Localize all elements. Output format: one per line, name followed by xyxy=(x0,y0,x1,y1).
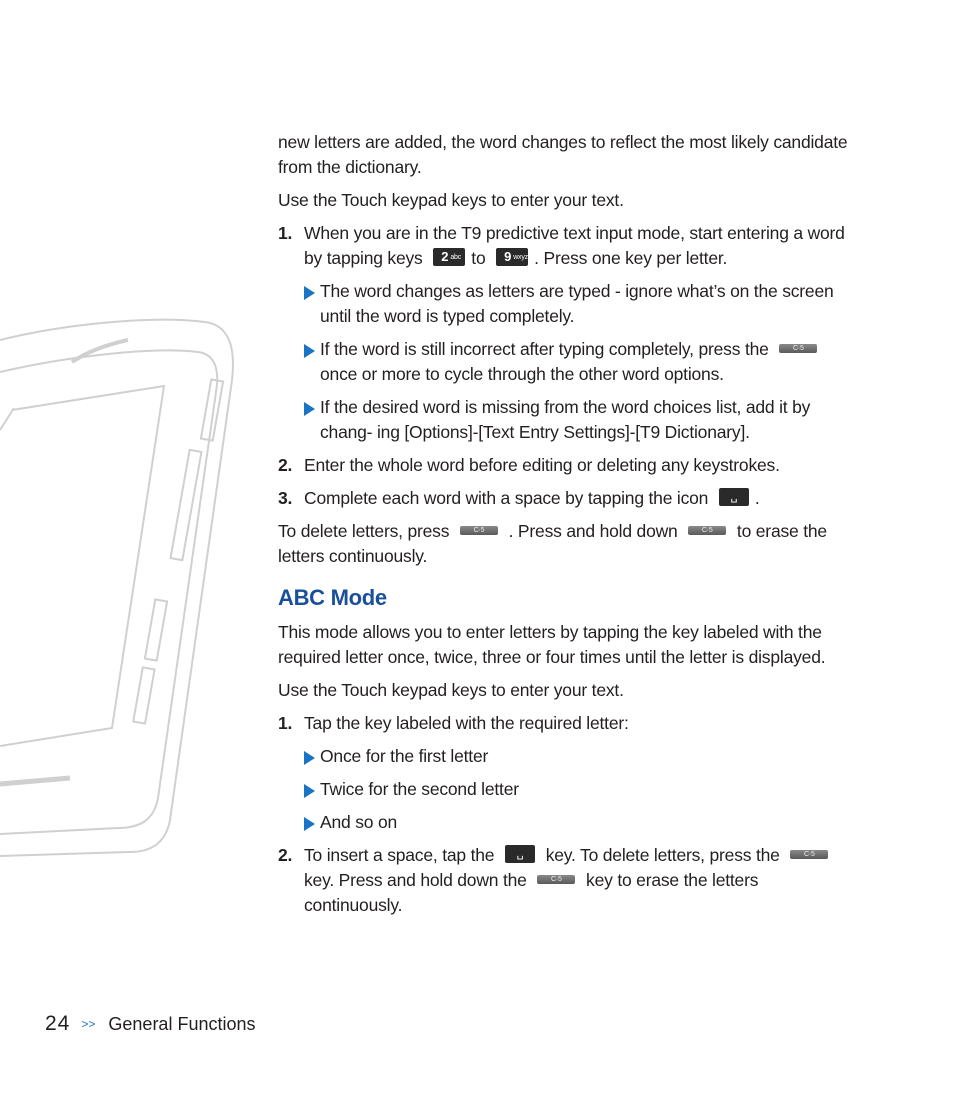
abc-instruction: Use the Touch keypad keys to enter your text. xyxy=(278,680,624,700)
step-text-to: to xyxy=(471,248,486,268)
key-9-icon: 9 $^{wxyz}$ xyxy=(496,248,528,266)
phone-illustration xyxy=(0,300,250,880)
step-text: To insert a space, tap the xyxy=(304,845,495,865)
step-text: Enter the whole word before editing or deleting any keystrokes. xyxy=(304,455,780,475)
space-key-icon: ␣ xyxy=(719,488,749,506)
abc-intro-paragraph: This mode allows you to enter letters by tapping the key labeled with the required letter once, twice, three or four times until the letter is displayed. xyxy=(278,622,826,667)
bullet-text: Once for the first letter xyxy=(320,746,489,766)
bullet-arrow-icon xyxy=(304,402,315,416)
bullet-text: If the desired word is missing from the word choices list, add it by chang- ing [Options]-[Text Entry Settings]-[T9 Dictionary]. xyxy=(320,397,811,442)
bullet-text: And so on xyxy=(320,812,398,832)
intro-paragraph: new letters are added, the word changes to reflect the most likely candidate from the dictionary. xyxy=(278,132,848,177)
step-text-mid2: key. Press and hold down the xyxy=(304,870,527,890)
abc-bullet-1 xyxy=(278,744,858,769)
bullet-text: Twice for the second letter xyxy=(320,779,519,799)
clear-key-icon: C·5 xyxy=(688,526,726,535)
t9-step-3 xyxy=(278,486,858,511)
abc-step-1 xyxy=(278,711,858,736)
step-number: 3. xyxy=(278,488,293,508)
abc-bullet-3 xyxy=(278,810,858,835)
t9-bullet-1 xyxy=(278,279,858,329)
t9-step-1 xyxy=(278,221,858,271)
clear-key-icon: C·5 xyxy=(779,344,817,353)
step-number: 1. xyxy=(278,223,293,243)
step-number: 2. xyxy=(278,845,293,865)
page-number: 24 xyxy=(45,1012,71,1035)
bullet-text-end: once or more to cycle through the other word options. xyxy=(320,364,724,384)
t9-bullet-2 xyxy=(278,337,858,387)
bullet-arrow-icon xyxy=(304,751,315,765)
abc-mode-heading: ABC Mode xyxy=(278,585,387,610)
key-2-icon: 2 $^{abc}$ xyxy=(433,248,465,266)
bullet-arrow-icon xyxy=(304,286,315,300)
step-number: 1. xyxy=(278,713,293,733)
step-text-mid: key. To delete letters, press the xyxy=(545,845,780,865)
bullet-arrow-icon xyxy=(304,784,315,798)
clear-key-icon: C·5 xyxy=(537,875,575,884)
clear-key-icon: C·5 xyxy=(790,850,828,859)
t9-bullet-3 xyxy=(278,395,858,445)
main-content xyxy=(278,130,858,926)
step-text-end: . Press one key per letter. xyxy=(534,248,728,268)
step-text: Complete each word with a space by tapping the icon xyxy=(304,488,709,508)
abc-bullet-2 xyxy=(278,777,858,802)
footer-section-title: General Functions xyxy=(108,1014,256,1034)
space-key-icon: ␣ xyxy=(505,845,535,863)
step-text-end: key to erase the letters continuously. xyxy=(304,870,759,915)
chevron-icon: >> xyxy=(81,1017,96,1031)
bullet-arrow-icon xyxy=(304,344,315,358)
step-text: Tap the key labeled with the required letter: xyxy=(304,713,629,733)
intro-instruction: Use the Touch keypad keys to enter your text. xyxy=(278,190,624,210)
step-text-end: . xyxy=(754,488,760,508)
abc-step-2 xyxy=(278,843,858,918)
bullet-text: If the word is still incorrect after typing completely, press the xyxy=(320,339,769,359)
bullet-arrow-icon xyxy=(304,817,315,831)
bullet-text: The word changes as letters are typed - ignore what’s on the screen until the word is typed completely. xyxy=(320,281,834,326)
t9-step-2 xyxy=(278,453,858,478)
step-number: 2. xyxy=(278,455,293,475)
clear-key-icon: C·5 xyxy=(460,526,498,535)
step-text: When you are in the T9 predictive text input mode, start entering a word by tapping keys xyxy=(304,223,845,268)
page-footer xyxy=(45,1012,255,1036)
delete-paragraph: To delete letters, press C·5 . Press and hold down C·5 to erase the letters continuously. xyxy=(278,521,827,566)
